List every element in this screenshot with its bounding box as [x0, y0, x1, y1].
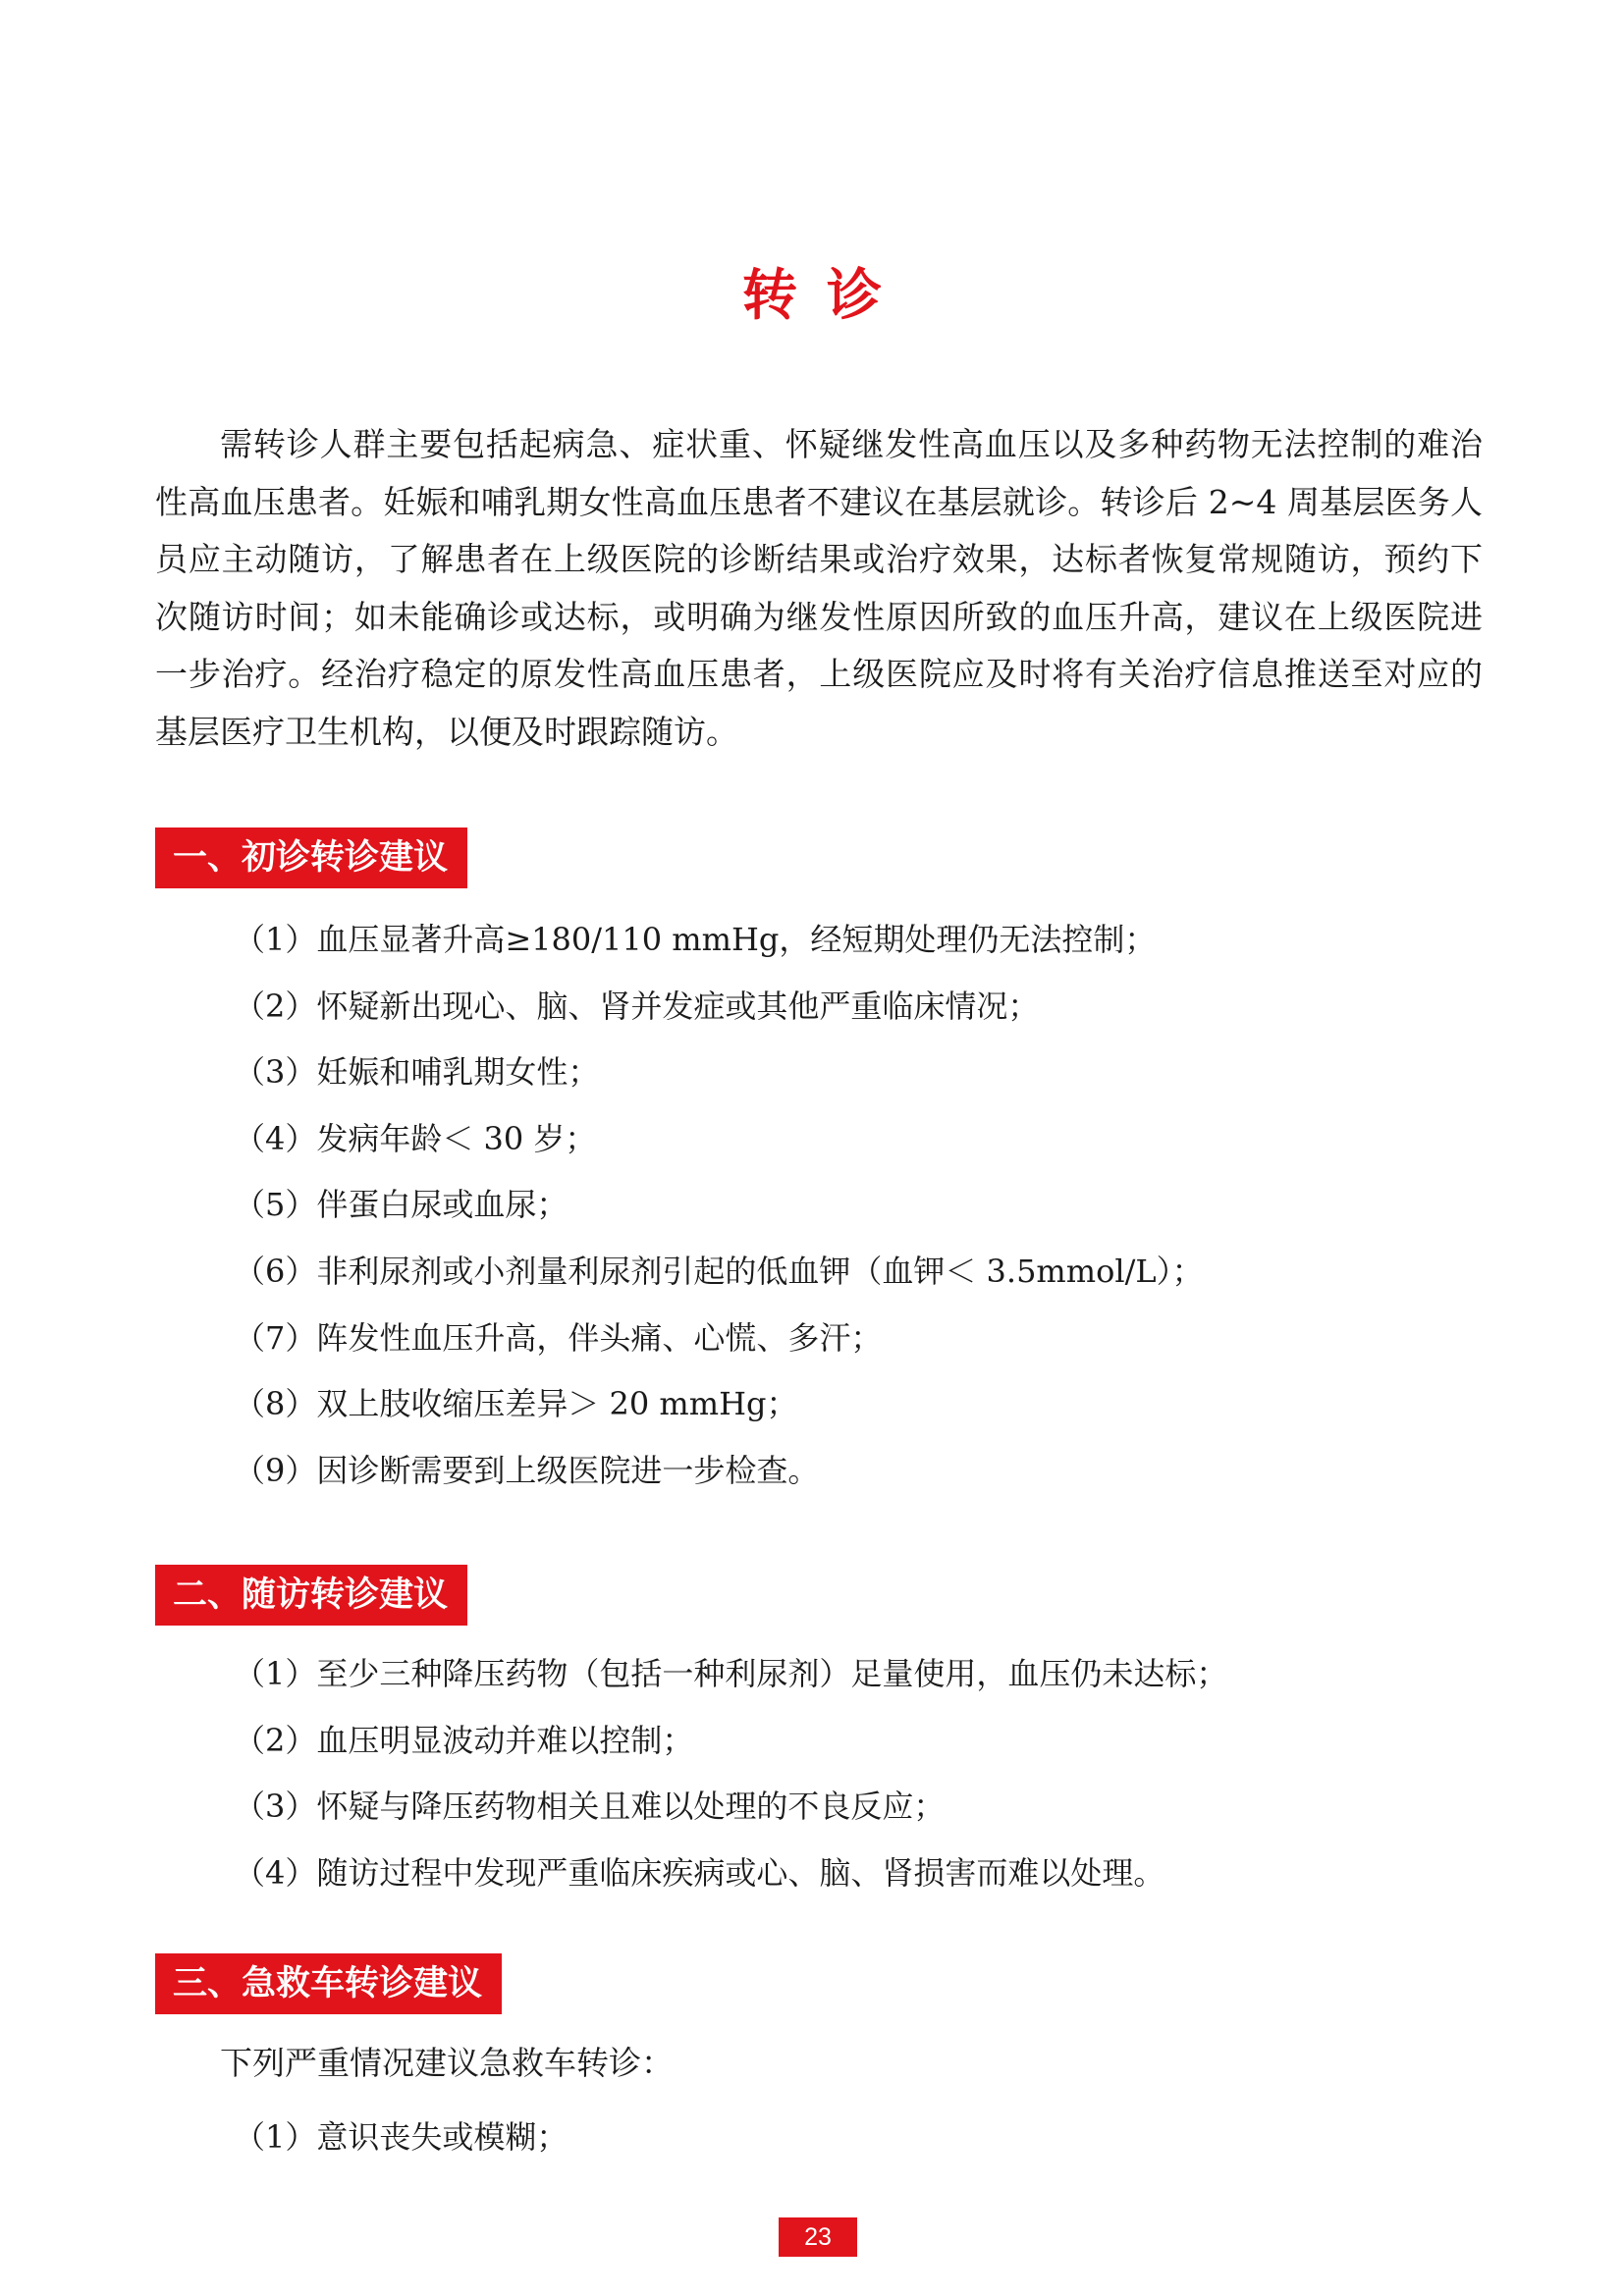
page-title: 转诊 — [742, 264, 911, 328]
section-heading-ambulance-referral: 三、急救车转诊建议 — [155, 1953, 502, 2014]
ambulance-referral-list — [234, 2105, 568, 2171]
list-item: （6）非利尿剂或小剂量利尿剂引起的低血钾（血钾＜ 3.5mmol/L）； — [234, 1252, 1204, 1290]
initial-referral-list — [234, 907, 1204, 1504]
intro-paragraph: 需转诊人群主要包括起病急、症状重、怀疑继发性高血压以及多种药物无法控制的难治性高血压患者。妊娠和哺乳期女性高血压患者不建议在基层就诊。转诊后 2~4 周基层医务人员应主动随访，了解患者在上级医院的诊断结果或治疗效果，达标者恢复常规随访，预约下次随访时间；如未能确诊或达标，或明确为继发性原因所致的血压升高，建议在上级医院进一步治疗。经治疗稳定的原发性高血压患者，上级医院应及时将有关治疗信息推送至对应的基层医疗卫生机构，以便及时跟踪随访。 — [155, 425, 1483, 751]
list-item: （8）双上肢收缩压差异＞ 20 mmHg； — [234, 1385, 798, 1423]
list-item: （1）至少三种降压药物（包括一种利尿剂）足量使用，血压仍未达标； — [234, 1655, 1228, 1692]
list-item: （1）血压显著升高≥180/110 mmHg，经短期处理仍无法控制； — [234, 921, 1157, 958]
section-heading-initial-referral: 一、初诊转诊建议 — [155, 828, 467, 888]
list-item: （4）随访过程中发现严重临床疾病或心、脑、肾损害而难以处理。 — [234, 1853, 1165, 1892]
followup-referral-list — [234, 1641, 1227, 1906]
ambulance-referral-lead: 下列严重情况建议急救车转诊： — [220, 2044, 674, 2082]
list-item: （2）怀疑新出现心、脑、肾并发症或其他严重临床情况； — [234, 987, 1040, 1025]
list-item: （5）伴蛋白尿或血尿； — [234, 1186, 568, 1224]
list-item: （3）妊娠和哺乳期女性； — [234, 1053, 600, 1092]
page-number: 23 — [779, 2217, 857, 2257]
list-item: （9）因诊断需要到上级医院进一步检查。 — [234, 1451, 820, 1489]
list-item: （2）血压明显波动并难以控制； — [234, 1721, 694, 1759]
list-item: （1）意识丧失或模糊； — [234, 2118, 568, 2156]
list-item: （7）阵发性血压升高，伴头痛、心慌、多汗； — [234, 1318, 883, 1357]
list-item: （3）怀疑与降压药物相关且难以处理的不良反应； — [234, 1788, 946, 1826]
list-item: （4）发病年龄＜ 30 岁； — [234, 1119, 597, 1157]
section-heading-followup-referral: 二、随访转诊建议 — [155, 1565, 467, 1626]
